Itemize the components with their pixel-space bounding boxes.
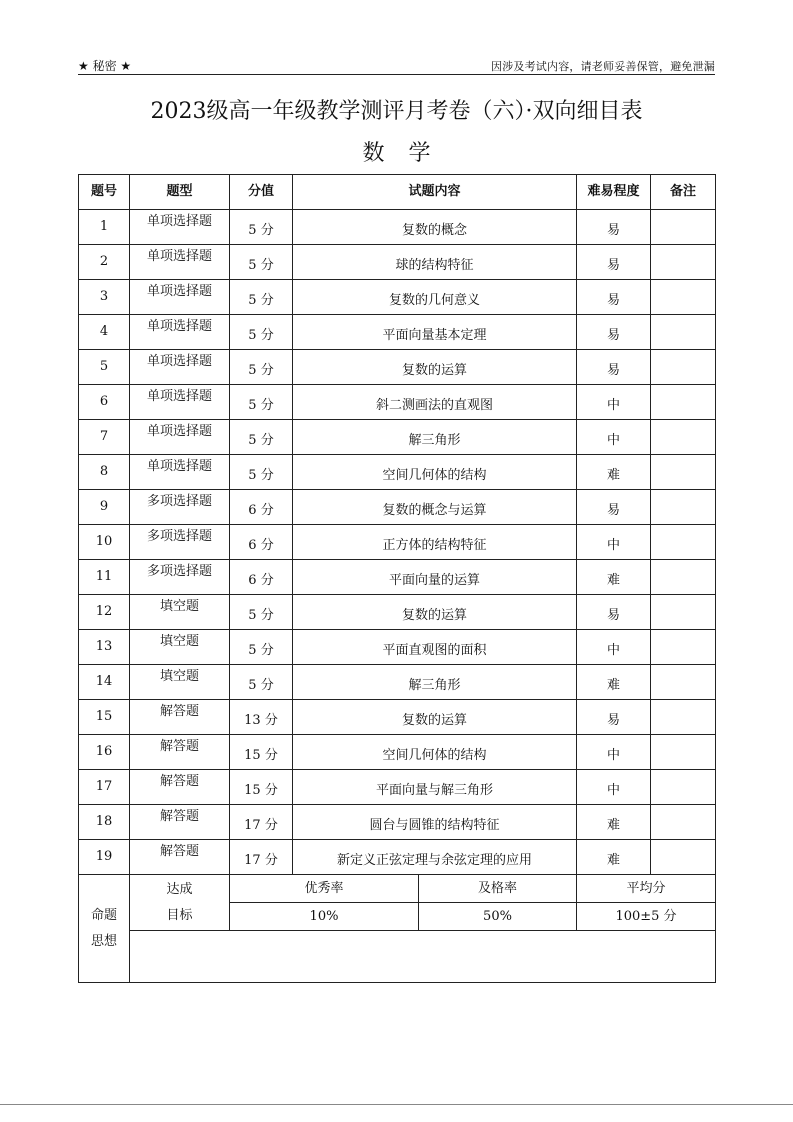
table-row (79, 315, 716, 350)
question-number-cell (79, 420, 130, 455)
question-note-cell (651, 455, 716, 490)
table-row (79, 665, 716, 700)
question-number: 9 (99, 499, 109, 515)
question-difficulty: 中 (606, 538, 620, 554)
table-row (79, 490, 716, 525)
table-row (79, 280, 716, 315)
question-type: 解答题 (159, 739, 199, 755)
question-content: 复数的运算 (401, 713, 467, 729)
question-number: 16 (95, 744, 113, 760)
question-type: 填空题 (159, 599, 199, 615)
question-difficulty-cell (577, 560, 651, 595)
excellent-rate-label: 优秀率 (230, 875, 419, 903)
question-difficulty-cell (577, 350, 651, 385)
question-score-cell (230, 455, 293, 490)
question-difficulty-cell (577, 245, 651, 280)
question-score: 5 分 (248, 608, 274, 624)
question-difficulty-cell (577, 595, 651, 630)
question-score-cell (230, 735, 293, 770)
question-note-cell (651, 840, 716, 875)
average-score-label: 平均分 (577, 875, 716, 903)
question-score: 17 分 (244, 818, 278, 834)
question-type-cell (130, 665, 230, 700)
question-number-cell (79, 560, 130, 595)
header-score: 分值 (230, 175, 293, 210)
question-number: 1 (99, 219, 109, 235)
question-content: 圆台与圆锥的结构特征 (369, 818, 500, 834)
question-score: 5 分 (248, 398, 274, 414)
question-type: 单项选择题 (146, 354, 212, 370)
question-type-cell (130, 210, 230, 245)
question-note-cell (651, 805, 716, 840)
question-note-cell (651, 385, 716, 420)
question-difficulty-cell (577, 700, 651, 735)
table-row (79, 735, 716, 770)
question-note-cell (651, 735, 716, 770)
question-score: 15 分 (244, 748, 278, 764)
question-note-cell (651, 700, 716, 735)
question-content: 复数的运算 (401, 608, 467, 624)
table-row (79, 210, 716, 245)
question-type: 填空题 (159, 669, 199, 685)
question-type-cell (130, 595, 230, 630)
question-score: 13 分 (244, 713, 278, 729)
question-number-cell (79, 385, 130, 420)
table-row (79, 385, 716, 420)
question-type-cell (130, 770, 230, 805)
question-type: 多项选择题 (146, 494, 212, 510)
question-number: 13 (95, 639, 113, 655)
question-note-cell (651, 350, 716, 385)
question-type-cell (130, 525, 230, 560)
question-type: 单项选择题 (146, 424, 212, 440)
question-number-cell (79, 280, 130, 315)
table-row (79, 630, 716, 665)
question-difficulty-cell (577, 490, 651, 525)
question-number-cell (79, 455, 130, 490)
question-note-cell (651, 630, 716, 665)
question-content-cell (293, 735, 577, 770)
question-content-cell (293, 700, 577, 735)
question-number: 3 (99, 289, 109, 305)
question-number-cell (79, 805, 130, 840)
question-type-cell (130, 805, 230, 840)
question-note-cell (651, 210, 716, 245)
question-number-cell (79, 315, 130, 350)
question-number-cell (79, 350, 130, 385)
table-header-row (79, 175, 716, 210)
question-difficulty-cell (577, 525, 651, 560)
question-score-cell (230, 630, 293, 665)
question-type: 单项选择题 (146, 284, 212, 300)
question-difficulty: 易 (606, 328, 620, 344)
question-difficulty: 中 (606, 643, 620, 659)
table-row (79, 840, 716, 875)
question-difficulty: 易 (606, 293, 620, 309)
question-type: 解答题 (159, 774, 199, 790)
question-number: 7 (99, 429, 109, 445)
question-number-cell (79, 735, 130, 770)
question-difficulty: 难 (606, 818, 620, 834)
question-score-cell (230, 420, 293, 455)
question-content: 复数的概念 (401, 223, 467, 239)
table-row (79, 455, 716, 490)
question-type-cell (130, 420, 230, 455)
question-difficulty: 易 (606, 503, 620, 519)
question-type: 多项选择题 (146, 529, 212, 545)
question-content: 空间几何体的结构 (382, 748, 487, 764)
question-content: 解三角形 (408, 433, 461, 449)
question-difficulty-cell (577, 315, 651, 350)
question-number: 17 (95, 779, 113, 795)
question-note-cell (651, 595, 716, 630)
question-content-cell (293, 420, 577, 455)
subject-title: 数学 (362, 141, 455, 166)
question-type: 单项选择题 (146, 249, 212, 265)
question-score: 5 分 (248, 293, 274, 309)
question-content-cell (293, 350, 577, 385)
intent-label-line2: 思想 (90, 933, 117, 949)
question-number: 2 (99, 254, 109, 270)
question-type-cell (130, 560, 230, 595)
question-number: 6 (99, 394, 109, 410)
question-difficulty-cell (577, 630, 651, 665)
intent-label-line1: 命题 (90, 907, 117, 923)
question-number-cell (79, 245, 130, 280)
question-score-cell (230, 385, 293, 420)
question-difficulty-cell (577, 805, 651, 840)
header-difficulty: 难易程度 (577, 175, 651, 210)
question-content-cell (293, 560, 577, 595)
table-row (79, 770, 716, 805)
question-score-cell (230, 350, 293, 385)
question-score-cell (230, 770, 293, 805)
question-type-cell (130, 630, 230, 665)
goal-label-line1: 达成 (166, 881, 193, 897)
question-score-cell (230, 490, 293, 525)
question-score-cell (230, 315, 293, 350)
table-row (79, 595, 716, 630)
question-number-cell (79, 700, 130, 735)
table-row (79, 525, 716, 560)
question-score: 6 分 (248, 573, 274, 589)
question-content: 正方体的结构特征 (382, 538, 487, 554)
question-type: 单项选择题 (146, 389, 212, 405)
question-content-cell (293, 770, 577, 805)
question-content-cell (293, 315, 577, 350)
question-score: 5 分 (248, 678, 274, 694)
question-difficulty: 中 (606, 433, 620, 449)
question-difficulty: 易 (606, 713, 620, 729)
question-content: 复数的概念与运算 (382, 503, 487, 519)
question-number: 18 (95, 814, 113, 830)
question-difficulty-cell (577, 280, 651, 315)
question-difficulty: 难 (606, 678, 620, 694)
question-number: 8 (99, 464, 109, 480)
question-number-cell (79, 665, 130, 700)
question-note-cell (651, 315, 716, 350)
question-number-cell (79, 770, 130, 805)
page-title: 2023级高一年级教学测评月考卷（六）·双向细目表 (150, 99, 643, 124)
question-type: 单项选择题 (146, 459, 212, 475)
question-type: 多项选择题 (146, 564, 212, 580)
question-note-cell (651, 665, 716, 700)
question-number-cell (79, 525, 130, 560)
question-number: 11 (95, 569, 113, 585)
question-difficulty: 易 (606, 608, 620, 624)
table-row (79, 805, 716, 840)
question-difficulty-cell (577, 455, 651, 490)
header-number: 题号 (79, 175, 130, 210)
question-type-cell (130, 385, 230, 420)
question-score-cell (230, 665, 293, 700)
table-row (79, 350, 716, 385)
question-content-cell (293, 665, 577, 700)
question-content: 新定义正弦定理与余弦定理的应用 (336, 853, 532, 869)
question-number: 5 (99, 359, 109, 375)
question-difficulty: 难 (606, 468, 620, 484)
question-type: 解答题 (159, 704, 199, 720)
question-score: 5 分 (248, 433, 274, 449)
question-number: 15 (95, 709, 113, 725)
question-type-cell (130, 280, 230, 315)
question-score: 5 分 (248, 223, 274, 239)
question-number: 4 (99, 324, 109, 340)
question-note-cell (651, 770, 716, 805)
question-type-cell (130, 700, 230, 735)
question-content: 解三角形 (408, 678, 461, 694)
question-type: 解答题 (159, 844, 199, 860)
question-note-cell (651, 420, 716, 455)
pass-rate-label: 及格率 (419, 875, 577, 903)
question-type-cell (130, 455, 230, 490)
question-difficulty: 易 (606, 223, 620, 239)
question-content-cell (293, 525, 577, 560)
question-score: 6 分 (248, 503, 274, 519)
question-score-cell (230, 805, 293, 840)
pass-rate-value: 50% (419, 903, 577, 931)
question-score-cell (230, 210, 293, 245)
question-score-cell (230, 245, 293, 280)
question-number: 12 (95, 604, 113, 620)
question-difficulty: 易 (606, 258, 620, 274)
question-content-cell (293, 805, 577, 840)
question-note-cell (651, 280, 716, 315)
question-content: 平面向量基本定理 (382, 328, 487, 344)
confidentiality-notice: 因涉及考试内容，请老师妥善保管，避免泄漏 (491, 60, 715, 73)
question-difficulty: 难 (606, 853, 620, 869)
question-score: 5 分 (248, 643, 274, 659)
question-content-cell (293, 840, 577, 875)
specification-table (78, 174, 716, 983)
question-score: 5 分 (248, 468, 274, 484)
confidential-mark: ★ 秘密 ★ (78, 59, 132, 73)
question-content-cell (293, 630, 577, 665)
page-bottom-edge (0, 1104, 793, 1105)
question-type: 单项选择题 (146, 214, 212, 230)
question-score: 17 分 (244, 853, 278, 869)
question-note-cell (651, 560, 716, 595)
question-number-cell (79, 210, 130, 245)
question-score: 15 分 (244, 783, 278, 799)
question-score-cell (230, 280, 293, 315)
question-difficulty: 易 (606, 363, 620, 379)
question-number: 14 (95, 674, 113, 690)
intent-label-cell (79, 875, 130, 983)
question-score: 5 分 (248, 363, 274, 379)
header-notes: 备注 (651, 175, 716, 210)
header-content: 试题内容 (293, 175, 577, 210)
goal-label-line2: 目标 (166, 907, 193, 923)
question-difficulty-cell (577, 385, 651, 420)
question-content-cell (293, 595, 577, 630)
question-difficulty-cell (577, 840, 651, 875)
question-number-cell (79, 490, 130, 525)
question-difficulty: 中 (606, 398, 620, 414)
question-type-cell (130, 840, 230, 875)
question-type-cell (130, 490, 230, 525)
average-score-value: 100±5 分 (577, 903, 716, 931)
question-content-cell (293, 280, 577, 315)
question-content-cell (293, 385, 577, 420)
question-content: 斜二测画法的直观图 (375, 398, 493, 414)
table-row (79, 420, 716, 455)
table-row (79, 560, 716, 595)
question-difficulty: 中 (606, 783, 620, 799)
goal-label-cell (130, 875, 230, 931)
question-number: 19 (95, 849, 113, 865)
intent-notes-row (79, 931, 716, 983)
question-content-cell (293, 210, 577, 245)
question-content: 球的结构特征 (395, 258, 474, 274)
question-number-cell (79, 595, 130, 630)
question-content: 复数的运算 (401, 363, 467, 379)
question-score-cell (230, 595, 293, 630)
question-note-cell (651, 245, 716, 280)
question-difficulty-cell (577, 735, 651, 770)
excellent-rate-value: 10% (230, 903, 419, 931)
question-difficulty: 中 (606, 748, 620, 764)
question-note-cell (651, 490, 716, 525)
question-score-cell (230, 840, 293, 875)
intent-notes-cell (130, 931, 716, 983)
question-type-cell (130, 315, 230, 350)
question-difficulty: 难 (606, 573, 620, 589)
question-score-cell (230, 700, 293, 735)
question-score: 5 分 (248, 328, 274, 344)
question-content: 复数的几何意义 (388, 293, 480, 309)
question-type-cell (130, 245, 230, 280)
question-content: 平面向量的运算 (388, 573, 480, 589)
question-score: 6 分 (248, 538, 274, 554)
table-row (79, 700, 716, 735)
question-content: 空间几何体的结构 (382, 468, 487, 484)
question-number: 10 (95, 534, 113, 550)
table-row (79, 245, 716, 280)
question-score-cell (230, 560, 293, 595)
question-difficulty-cell (577, 210, 651, 245)
question-type-cell (130, 735, 230, 770)
header-divider (78, 74, 715, 75)
question-note-cell (651, 525, 716, 560)
question-type: 解答题 (159, 809, 199, 825)
question-type: 填空题 (159, 634, 199, 650)
question-content: 平面向量与解三角形 (375, 783, 493, 799)
question-difficulty-cell (577, 420, 651, 455)
question-difficulty-cell (577, 665, 651, 700)
question-type: 单项选择题 (146, 319, 212, 335)
question-content-cell (293, 245, 577, 280)
question-content: 平面直观图的面积 (382, 643, 487, 659)
question-content-cell (293, 490, 577, 525)
question-content-cell (293, 455, 577, 490)
question-number-cell (79, 840, 130, 875)
intent-goal-header-row (79, 875, 716, 903)
question-score-cell (230, 525, 293, 560)
question-difficulty-cell (577, 770, 651, 805)
question-score: 5 分 (248, 258, 274, 274)
question-number-cell (79, 630, 130, 665)
header-type: 题型 (130, 175, 230, 210)
question-type-cell (130, 350, 230, 385)
